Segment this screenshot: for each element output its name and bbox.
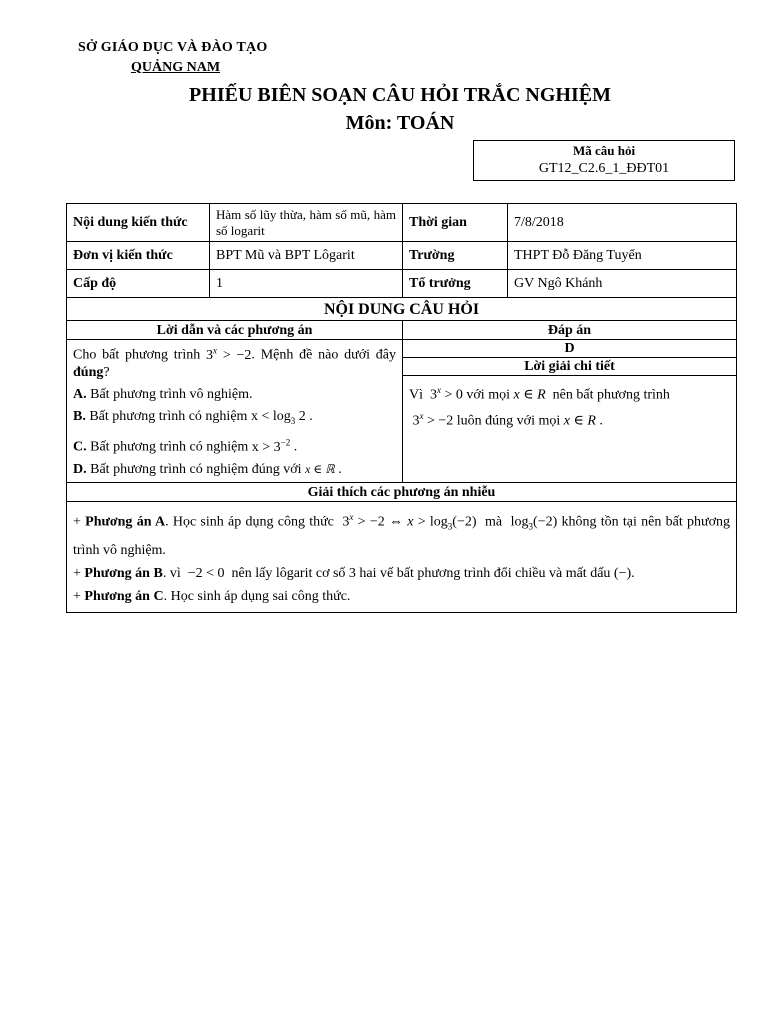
option-d-formula: x ∈ ℝ	[305, 462, 335, 477]
leader-value: GV Ngô Khánh	[508, 270, 737, 298]
level-label: Cấp độ	[67, 270, 210, 298]
stem-options-header: Lời dẫn và các phương án	[67, 321, 403, 340]
leader-label: Tổ trưởng	[403, 270, 508, 298]
option-b: B. Bất phương trình có nghiệm $x < \log_3 2$ .	[73, 408, 313, 426]
question-stem: Cho bất phương trình $3^x > -2$. Mệnh đề nào dưới đây đúng?	[73, 345, 397, 380]
time-value: 7/8/2018	[508, 204, 737, 242]
option-d: D. Bất phương trình có nghiệm đúng với x ∈ ℝ .	[73, 462, 342, 478]
school-value: THPT Đỗ Đăng Tuyển	[508, 242, 737, 270]
question-form-table	[66, 203, 737, 613]
option-b-formula: $x < \log_3 2$	[250, 408, 306, 426]
question-code-box	[473, 140, 735, 181]
subject-title: Môn: TOÁN	[345, 112, 455, 134]
distractor-b: + Phương án B. vì −2 < 0 nên lấy lôgarit cơ số 3 hai vế bất phương trình đổi chiều và mất dấu (−).	[73, 565, 635, 581]
solution-line-2: $3^x > -2$ luôn đúng với mọi x ∈ R .	[409, 410, 603, 429]
solution-body	[403, 376, 737, 483]
question-stem-options	[67, 340, 403, 483]
distractor-section-title: Giải thích các phương án nhiễu	[67, 483, 737, 502]
knowledge-content-label: Nội dung kiến thức	[67, 204, 210, 242]
knowledge-content-value: Hàm số lũy thừa, hàm số mũ, hàm số logarit	[210, 204, 403, 242]
department-name: SỞ GIÁO DỤC VÀ ĐÀO TẠO	[78, 40, 268, 55]
unit-label: Đơn vị kiến thức	[67, 242, 210, 270]
solution-line-1: Vì $3^x > 0$ với mọi x ∈ R nên bất phương trình	[409, 385, 670, 403]
unit-value: BPT Mũ và BPT Lôgarit	[210, 242, 403, 270]
school-label: Trường	[403, 242, 508, 270]
distractor-c: + Phương án C. Học sinh áp dụng sai công thức.	[73, 588, 351, 604]
answer-value: D	[403, 340, 737, 358]
option-c: C. Bất phương trình có nghiệm $x > 3^{-2}$ .	[73, 437, 298, 456]
question-code-label: Mã câu hỏi	[572, 143, 636, 158]
distractor-explanations	[67, 502, 737, 612]
info-row-unit	[67, 242, 737, 270]
question-code-value: GT12_C2.6_1_ĐĐT01	[538, 161, 670, 176]
distractor-a: + Phương án A. Học sinh áp dụng công thức $3^x > -2$ ⇔ $x > \log_3(-2)$ mà $\log_3(-2)$ không tồn tại nên bất phương trình vô nghiệm.	[73, 512, 730, 558]
question-section-title: NỘI DUNG CÂU HỎI	[67, 298, 737, 321]
time-label: Thời gian	[403, 204, 508, 242]
question-body-row-1	[67, 340, 737, 358]
solution-title: Lời giải chi tiết	[403, 358, 737, 376]
option-a: A. Bất phương trình vô nghiệm.	[73, 386, 253, 402]
inequality-expression: $3^x > -2$	[206, 345, 252, 363]
option-c-formula: $x > 3^{-2}$	[251, 437, 291, 456]
question-section-row	[67, 298, 737, 321]
question-header-row	[67, 321, 737, 340]
distractor-header-row	[67, 483, 737, 502]
info-row-level	[67, 270, 737, 298]
form-title: PHIẾU BIÊN SOẠN CÂU HỎI TRẮC NGHIỆM	[189, 84, 611, 106]
province-name: QUẢNG NAM	[131, 60, 221, 75]
level-value: 1	[210, 270, 403, 298]
answer-header: Đáp án	[403, 321, 737, 340]
distractor-body-row	[67, 502, 737, 612]
info-row-knowledge	[67, 204, 737, 242]
